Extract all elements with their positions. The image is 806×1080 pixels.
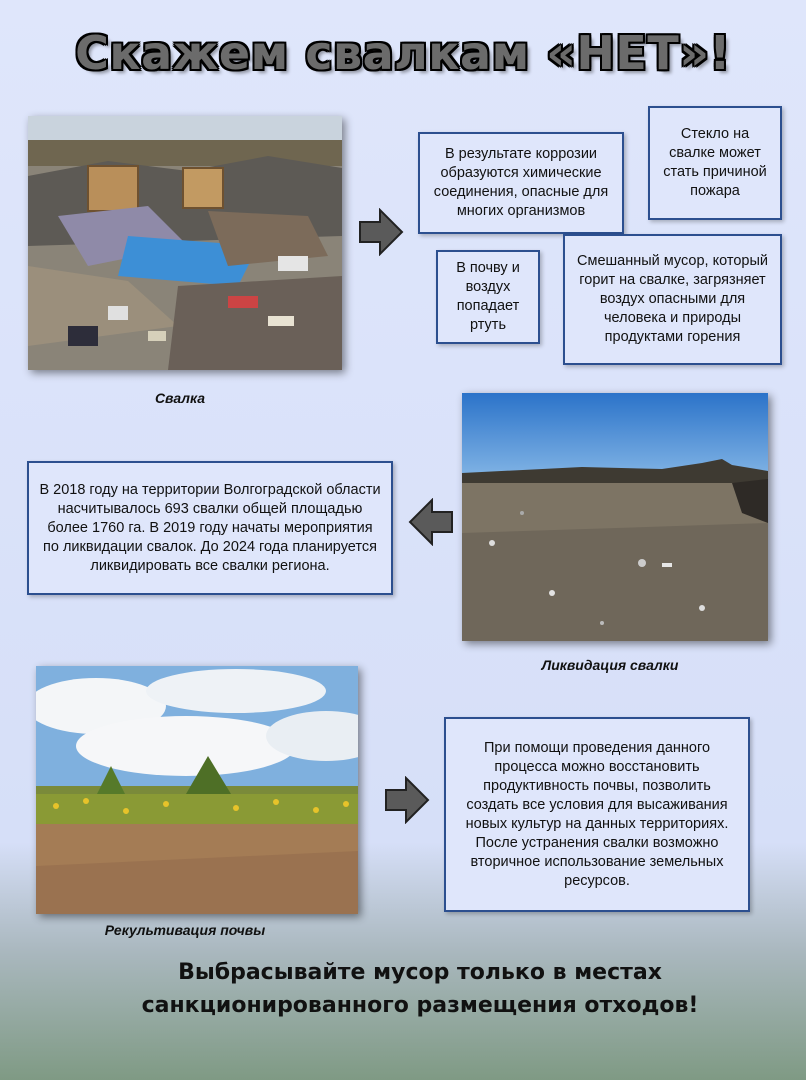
arrow-left-icon	[408, 498, 454, 546]
recultivation-caption: Рекультивация почвы	[104, 922, 266, 938]
recultivation-photo	[36, 666, 358, 914]
glass-text: Стекло на свалке может стать причиной пожара	[663, 126, 767, 199]
recultivation-info-box	[444, 717, 750, 912]
liquidation-text: В 2018 году на территории Волгоградской области насчитывалось 693 свалки общей площадью более 1760 га. В 2019 году начаты мероприятия по ликвидации свалок. До 2024 года планируется ликвидировать все свалки региона.	[39, 481, 381, 574]
liquidation-caption: Ликвидация свалки	[541, 657, 679, 673]
dump-photo	[28, 116, 342, 370]
liquidation-info-box	[27, 461, 393, 595]
corrosion-info-box	[418, 132, 624, 234]
mercury-info-box	[436, 250, 540, 344]
dump-caption: Свалка	[154, 390, 206, 406]
footer-slogan: Выбрасывайте мусор только в местах санкционированного размещения отходов!	[141, 960, 699, 1018]
recultivation-text: При помощи проведения данного процесса можно восстановить продуктивность почвы, позволить создать все условия для высаживания новых культур на данных территориях. После устранения свалки возможно вторичное использование земельных ресурсов.	[465, 739, 729, 889]
mercury-text: В почву и воздух попадает ртуть	[456, 260, 520, 333]
burning-info-box	[563, 234, 782, 365]
corrosion-text: В результате коррозии образуются химические соединения, опасные для многих организмов	[433, 146, 609, 219]
burning-text: Смешанный мусор, который горит на свалке, загрязняет воздух опасными для человека и природы продуктами горения	[577, 253, 768, 345]
arrow-right-icon	[384, 776, 430, 824]
arrow-right-icon	[358, 208, 404, 256]
liquidation-photo	[462, 393, 768, 641]
glass-info-box	[648, 106, 782, 220]
page-title: Скажем свалкам «НЕТ»!	[75, 26, 731, 80]
